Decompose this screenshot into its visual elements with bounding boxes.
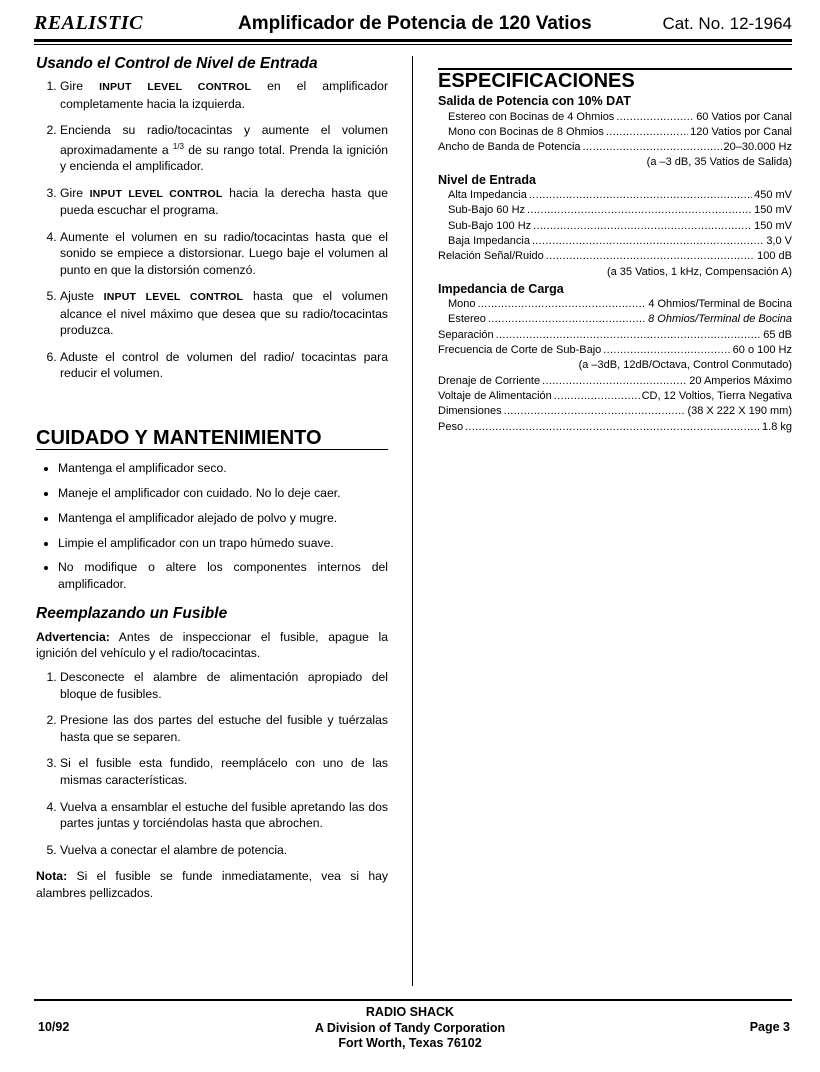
fuse-heading: Reemplazando un Fusible <box>36 605 228 623</box>
care-heading: CUIDADO Y MANTENIMIENTO <box>36 426 322 449</box>
spec-label: Separación <box>438 328 494 341</box>
spec-row <box>438 328 792 343</box>
spec-label: Estereo <box>448 313 486 326</box>
spec-row <box>438 140 792 155</box>
spec-row <box>438 374 792 389</box>
spec-label: Estereo con Bocinas de 4 Ohmios <box>448 110 615 123</box>
spec-row <box>438 297 792 312</box>
list-item <box>60 229 388 278</box>
list-item <box>60 122 388 174</box>
input-level-steps <box>36 78 388 381</box>
input-level-spec-heading: Nivel de Entrada <box>438 172 536 187</box>
list-item: 2. Presione las dos partes del estuche del fusible y tuérzalas hasta que se separen. <box>60 712 388 745</box>
step-text: hasta que el volumen alcance el nivel máximo que desea que su radio/tocacintas produzca. <box>60 289 388 337</box>
spec-value: 150 mV <box>754 204 792 217</box>
spec-row <box>438 312 792 327</box>
warning-text: Antes de inspeccionar el fusible, apague la ignición del vehículo y el radio/tocacintas. <box>36 629 388 660</box>
list-item: 4. Vuelva a ensamblar el estuche del fusible apretando las dos partes juntas y torciéndolas hasta que abrochen. <box>60 799 388 832</box>
control-name: INPUT LEVEL CONTROL <box>103 291 244 304</box>
header-rule-thin <box>34 44 792 45</box>
list-item <box>60 288 388 338</box>
specs-heading: ESPECIFICACIONES <box>438 70 635 92</box>
list-item: • No modifique o altere los componentes internos del amplificador. <box>58 559 388 592</box>
spec-row <box>438 188 792 203</box>
spec-label: Baja Impedancia <box>448 234 530 247</box>
list-item: 3. Si el fusible esta fundido, reemplácelo con uno de las mismas características. <box>60 755 388 788</box>
spec-label: Mono <box>448 298 476 311</box>
spec-value: 120 Vatios por Canal <box>690 125 792 138</box>
spec-value: 20–30.000 Hz <box>723 141 792 154</box>
column-divider <box>412 56 413 986</box>
document-title: Amplificador de Potencia de 120 Vatios <box>238 13 592 34</box>
catalog-number: Cat. No. 12-1964 <box>662 14 792 33</box>
spec-label: Sub-Bajo 60 Hz <box>448 204 526 217</box>
spec-label: Dimensiones <box>438 405 502 418</box>
spec-value: (38 X 222 X 190 mm) <box>687 405 792 418</box>
spec-label: Relación Señal/Ruido <box>438 250 544 263</box>
footer-company <box>280 1005 540 1052</box>
page-number: Page 3 <box>749 1020 790 1034</box>
spec-value: CD, 12 Voltios, Tierra Negativa <box>641 389 792 402</box>
spec-value: 3,0 V <box>766 234 792 247</box>
spec-row <box>438 110 792 125</box>
spec-value: 60 o 100 Hz <box>732 344 792 357</box>
footer-rule <box>34 999 792 1001</box>
spec-row <box>438 343 792 358</box>
footer-line: RADIO SHACK <box>365 1005 455 1019</box>
step-text: Encienda su radio/tocacintas y aumente el volumen aproximadamente a <box>60 123 388 157</box>
footer-line: A Division of Tandy Corporation <box>314 1020 506 1035</box>
spec-label: Frecuencia de Corte de Sub-Bajo <box>438 344 602 357</box>
spec-value: 65 dB <box>763 328 792 341</box>
spec-row <box>438 125 792 140</box>
spec-value: 60 Vatios por Canal <box>696 110 792 123</box>
spec-label: Alta Impedancia <box>448 189 527 202</box>
list-item <box>60 78 388 112</box>
spec-value: 100 dB <box>757 250 792 263</box>
left-column <box>36 56 388 909</box>
step-text: de su rango total. Prenda la ignición y encienda el amplificador. <box>60 142 389 174</box>
list-item: • Limpie el amplificador con un trapo húmedo suave. <box>58 535 388 551</box>
care-bullets <box>36 460 388 592</box>
spec-note: (a –3 dB, 35 Vatios de Salida) <box>646 156 792 169</box>
step-text: Gire <box>60 79 100 94</box>
list-item: • Maneje el amplificador con cuidado. No lo deje caer. <box>58 485 388 501</box>
step-text: Aumente el volumen en su radio/tocacintas hasta que el sonido se empiece a distorsionar. Luego baje el volumen al punto en que la distorsión comenzó. <box>60 229 388 277</box>
spec-row <box>438 234 792 249</box>
spec-note: (a –3dB, 12dB/Octava, Control Conmutado) <box>578 359 792 372</box>
spec-value: 150 mV <box>754 219 792 232</box>
spec-value: 20 Amperios Máximo <box>689 374 792 387</box>
power-heading: Salida de Potencia con 10% DAT <box>438 94 631 109</box>
realistic-logo: REALISTIC <box>34 12 143 34</box>
step-text: hacia la derecha hasta que pueda escuchar el programa. <box>60 185 388 218</box>
footer-line: Fort Worth, Texas 76102 <box>338 1036 482 1050</box>
specs-column <box>438 68 792 435</box>
list-item: • Mantenga el amplificador alejado de polvo y mugre. <box>58 510 388 526</box>
fuse-steps <box>36 669 388 858</box>
warning-paragraph <box>36 629 388 662</box>
spec-label: Mono con Bocinas de 8 Ohmios <box>448 125 604 138</box>
spec-label: Drenaje de Corriente <box>438 374 541 387</box>
spec-label: Peso <box>438 420 464 433</box>
spec-value: 1.8 kg <box>762 420 792 433</box>
spec-row <box>438 404 792 419</box>
input-level-heading: Usando el Control de Nivel de Entrada <box>36 55 318 72</box>
fraction: 1/3 <box>172 141 184 151</box>
list-item <box>60 185 388 219</box>
spec-note: (a 35 Vatios, 1 kHz, Compensación A) <box>606 265 792 278</box>
warning-label: Advertencia: <box>36 629 110 644</box>
spec-row <box>438 249 792 264</box>
step-text: Aduste el control de volumen del radio/ tocacintas para reducir el volumen. <box>60 349 388 381</box>
page-header <box>34 12 794 38</box>
step-text: Gire <box>60 185 90 200</box>
footer-date: 10/92 <box>38 1020 70 1034</box>
spec-label: Voltaje de Alimentación <box>438 389 552 402</box>
list-item <box>60 349 388 382</box>
spec-row <box>438 389 792 404</box>
step-text: en el amplificador completamente hacia la izquierda. <box>60 79 388 111</box>
note-label: Nota: <box>36 869 68 884</box>
note-text: Si el fusible se funde inmediatamente, vea si hay alambres pellizcados. <box>36 869 388 900</box>
spec-value: 4 Ohmios/Terminal de Bocina <box>648 298 792 311</box>
list-item: 1. Desconecte el alambre de alimentación apropiado del bloque de fusibles. <box>60 669 388 702</box>
step-text: Ajuste <box>60 289 104 304</box>
spec-label: Sub-Bajo 100 Hz <box>448 219 532 232</box>
list-item: • Mantenga el amplificador seco. <box>58 460 388 476</box>
spec-value: 8 Ohmios/Terminal de Bocina <box>648 313 792 326</box>
spec-row <box>438 420 792 435</box>
spec-value: 450 mV <box>754 189 792 202</box>
control-name: INPUT LEVEL CONTROL <box>89 187 223 200</box>
note-paragraph <box>36 868 388 901</box>
control-name: INPUT LEVEL CONTROL <box>99 81 252 94</box>
spec-label: Ancho de Banda de Potencia <box>438 141 581 154</box>
spec-row <box>438 219 792 234</box>
list-item: 5. Vuelva a conectar el alambre de potencia. <box>60 842 388 858</box>
load-heading: Impedancia de Carga <box>438 281 564 296</box>
header-rule <box>34 39 792 42</box>
spec-row <box>438 203 792 218</box>
care-heading-rule <box>36 449 388 450</box>
